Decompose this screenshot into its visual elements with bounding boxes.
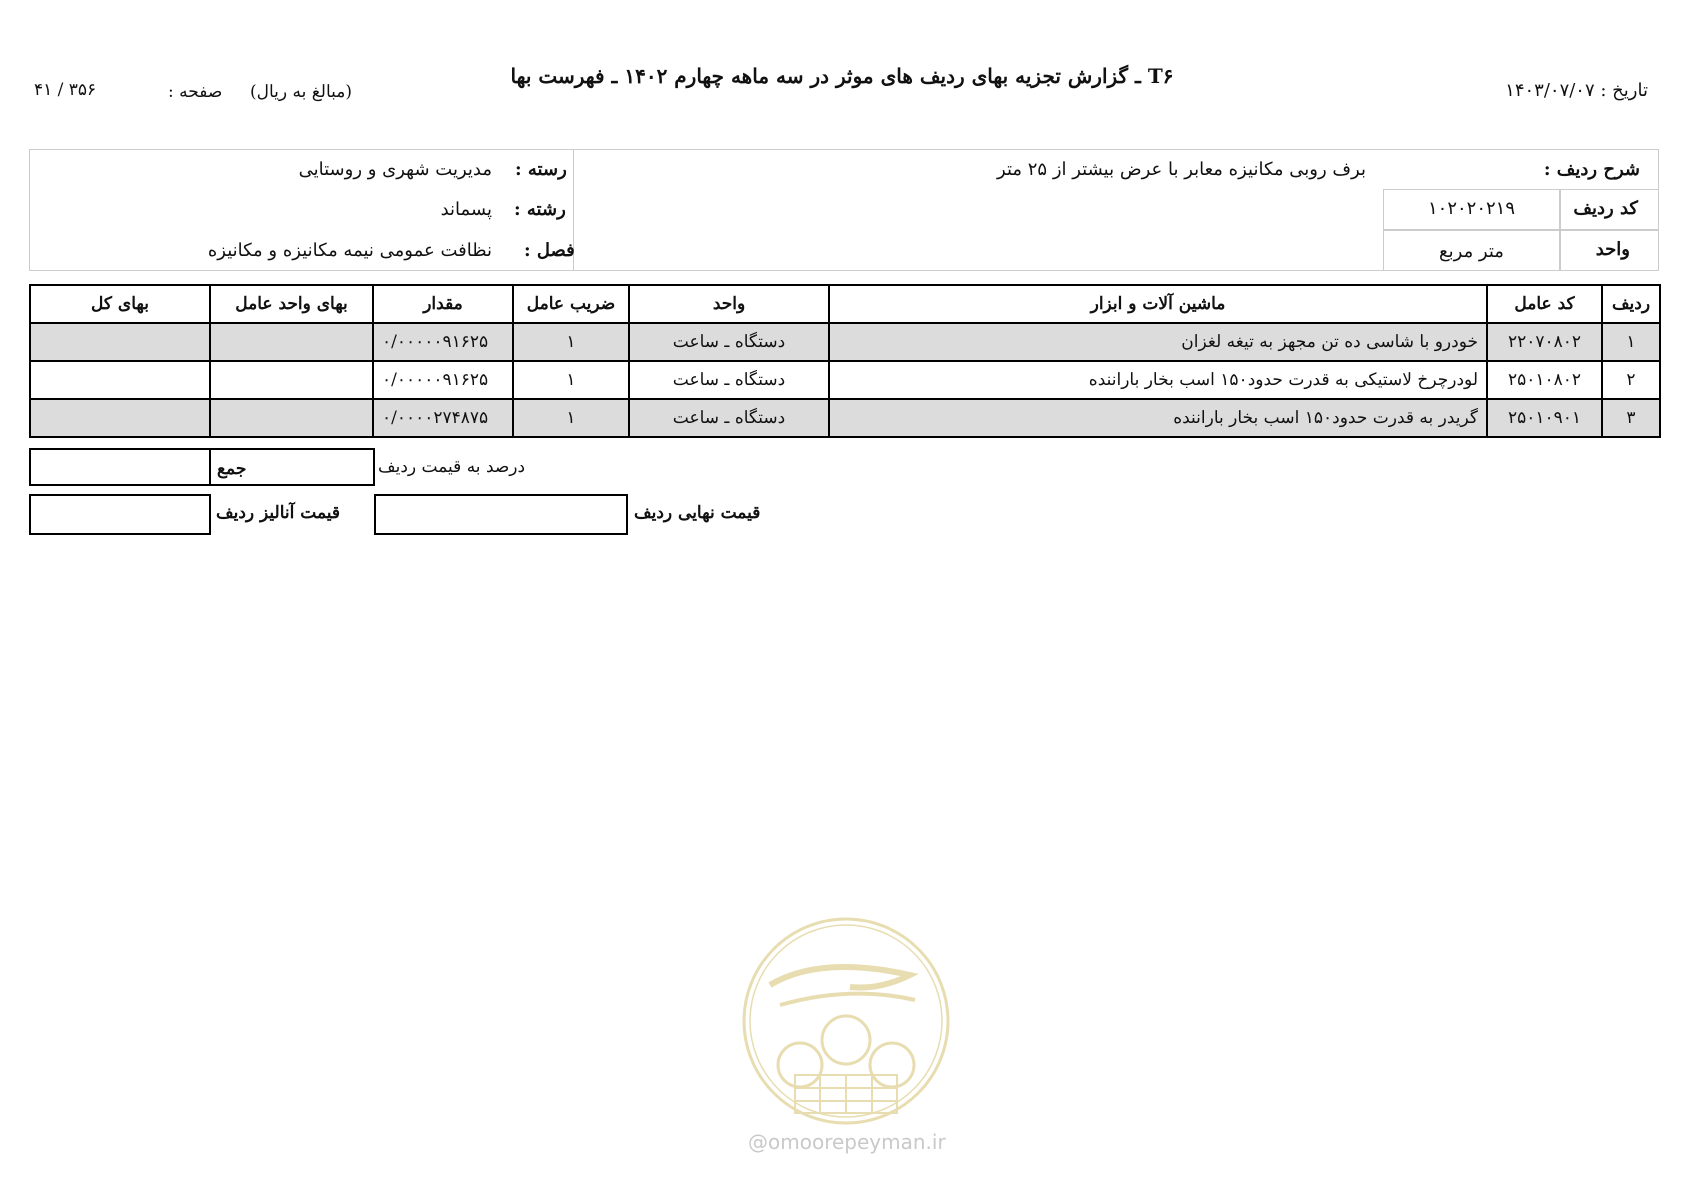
cell-factor-code: ۲۵۰۱۰۹۰۱ <box>1487 399 1602 437</box>
table-header-row <box>30 285 1660 323</box>
row-desc-value: برف روبی مکانیزه معابر با عرض بیشتر از ۲۵ متر <box>997 159 1366 180</box>
table-row <box>30 323 1660 361</box>
unit-label: واحد <box>1595 239 1630 260</box>
page-number: ۴۱ / ۳۵۶ <box>34 80 97 100</box>
row-code-label: کد ردیف <box>1573 198 1638 219</box>
cell-unit: دستگاه ـ ساعت <box>629 361 829 399</box>
sum-label-cell <box>209 448 375 486</box>
chapter-label: فصل : <box>524 240 575 261</box>
omoorepeyman-seal-icon <box>740 915 952 1127</box>
cell-factor-code: ۲۵۰۱۰۸۰۲ <box>1487 361 1602 399</box>
date-label: تاریخ : <box>1600 80 1648 101</box>
cell-unit-price <box>210 361 373 399</box>
cell-coefficient: ۱ <box>513 361 629 399</box>
final-row-price-box <box>374 494 628 535</box>
row-desc-label: شرح ردیف : <box>1543 159 1640 180</box>
machinery-table <box>29 284 1661 438</box>
cell-machinery: گریدر به قدرت حدود۱۵۰ اسب بخار باراننده <box>829 399 1487 437</box>
cell-total-price <box>30 323 210 361</box>
row-code-value: ۱۰۲۰۲۰۲۱۹ <box>1427 198 1515 219</box>
percent-of-row-price-label: درصد به قیمت ردیف <box>378 457 526 477</box>
col-header-coefficient: ضریب عامل <box>513 285 629 323</box>
cell-quantity: ۰/۰۰۰۰۰۹۱۶۲۵ <box>373 361 513 399</box>
cell-row-no: ۲ <box>1602 361 1660 399</box>
col-header-machinery: ماشین آلات و ابزار <box>829 285 1487 323</box>
table-row <box>30 361 1660 399</box>
cell-quantity: ۰/۰۰۰۰۲۷۴۸۷۵ <box>373 399 513 437</box>
watermark-url: @omoorepeyman.ir <box>748 1130 946 1154</box>
col-header-quantity: مقدار <box>373 285 513 323</box>
col-header-unit: واحد <box>629 285 829 323</box>
col-header-unit-price: بهای واحد عامل <box>210 285 373 323</box>
cell-machinery: خودرو با شاسی ده تن مجهز به تیغه لغزان <box>829 323 1487 361</box>
cell-coefficient: ۱ <box>513 323 629 361</box>
table-row <box>30 399 1660 437</box>
amount-note: (مبالغ به ریال) <box>250 82 353 102</box>
cell-row-no: ۱ <box>1602 323 1660 361</box>
cell-row-no: ۳ <box>1602 399 1660 437</box>
col-header-factor-code: کد عامل <box>1487 285 1602 323</box>
report-title: T۶ ـ گزارش تجزیه بهای ردیف های موثر در سه ماهه چهارم ۱۴۰۲ ـ فهرست بها <box>510 64 1174 88</box>
category-value: مدیریت شهری و روستایی <box>298 159 492 180</box>
cell-total-price <box>30 399 210 437</box>
page-label: صفحه : <box>168 82 223 102</box>
analysis-row-price-box <box>29 494 211 535</box>
cell-unit: دستگاه ـ ساعت <box>629 323 829 361</box>
sum-label: جمع <box>217 459 247 479</box>
cell-unit-price <box>210 399 373 437</box>
final-row-price-label: قیمت نهایی ردیف <box>634 503 761 523</box>
analysis-row-price-label: قیمت آنالیز ردیف <box>216 503 341 523</box>
cell-total-price <box>30 361 210 399</box>
field-value: پسماند <box>440 199 492 220</box>
cell-unit-price <box>210 323 373 361</box>
cell-factor-code: ۲۲۰۷۰۸۰۲ <box>1487 323 1602 361</box>
category-label: رسته : <box>515 159 567 180</box>
date-value: ۱۴۰۳/۰۷/۰۷ <box>1505 80 1595 101</box>
col-header-total-price: بهای کل <box>30 285 210 323</box>
cell-machinery: لودرچرخ لاستیکی به قدرت حدود۱۵۰ اسب بخار باراننده <box>829 361 1487 399</box>
col-header-row-no: ردیف <box>1602 285 1660 323</box>
cell-quantity: ۰/۰۰۰۰۰۹۱۶۲۵ <box>373 323 513 361</box>
cell-unit: دستگاه ـ ساعت <box>629 399 829 437</box>
sum-value-box <box>29 448 211 486</box>
cell-coefficient: ۱ <box>513 399 629 437</box>
unit-value: متر مربع <box>1439 241 1504 262</box>
field-label: رشته : <box>514 199 566 220</box>
chapter-value: نظافت عمومی نیمه مکانیزه و مکانیزه <box>207 240 492 261</box>
